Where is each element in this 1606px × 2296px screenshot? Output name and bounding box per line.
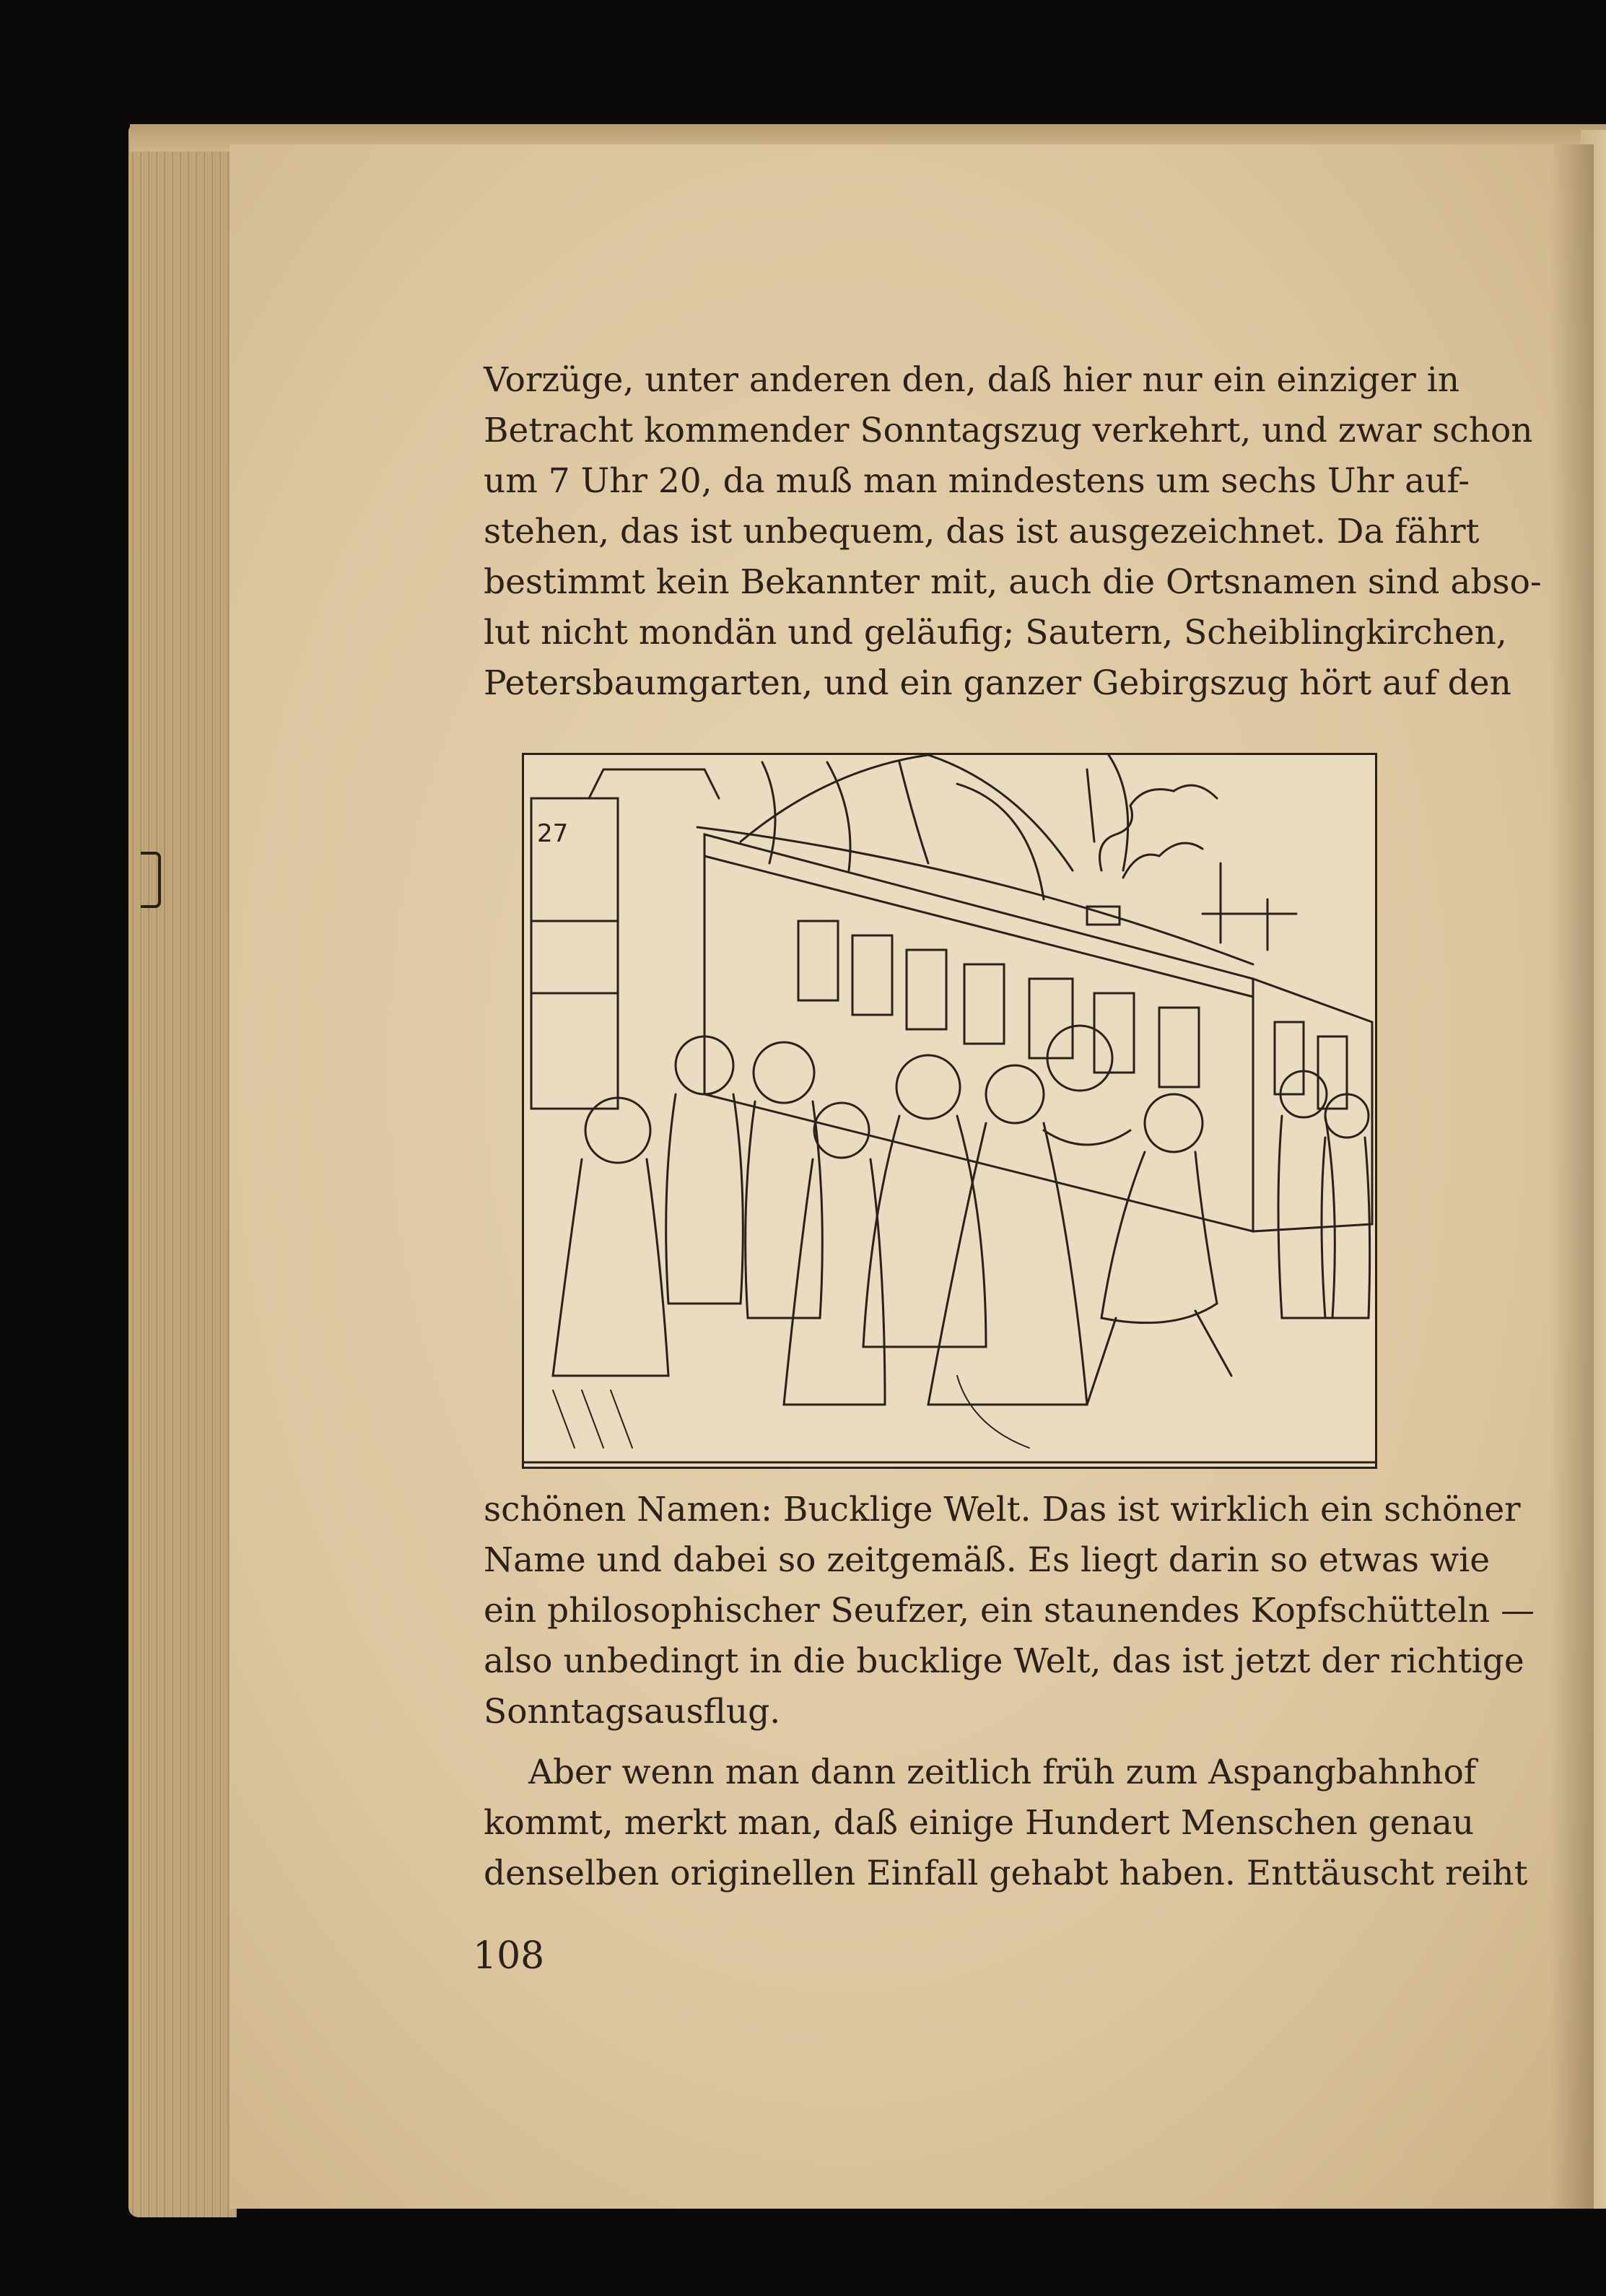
text-line: lut nicht mondän und geläufig; Sautern, Scheiblingkirchen, (484, 613, 1507, 652)
page-number: 108 (473, 1934, 545, 1978)
page-edge-bracket-mark (141, 852, 161, 908)
text-line: Name und dabei so zeitgemäß. Es liegt darin so etwas wie (484, 1540, 1491, 1580)
text-line: bestimmt kein Bekannter mit, auch die Ortsnamen sind abso- (484, 562, 1542, 602)
text-line: Betracht kommender Sonntagszug verkehrt, und zwar schon (484, 411, 1533, 450)
text-line: um 7 Uhr 20, da muß man mindestens um sechs Uhr auf- (484, 461, 1470, 501)
text-line: ein philosophischer Seufzer, ein staunendes Kopfschütteln — (484, 1591, 1535, 1631)
illustration-drawing (524, 755, 1375, 1467)
text-line: kommt, merkt man, daß einige Hundert Menschen genau (484, 1803, 1475, 1843)
train-station-illustration (522, 753, 1377, 1469)
text-line: also unbedingt in die bucklige Welt, das ist jetzt der richtige (484, 1641, 1524, 1681)
text-line: Vorzüge, unter anderen den, daß hier nur ein einziger in (484, 360, 1460, 400)
paragraph-top (484, 355, 1542, 709)
text-line: Sonntagsausflug. (484, 1692, 781, 1732)
text-line: Petersbaumgarten, und ein ganzer Gebirgszug hört auf den (484, 663, 1511, 703)
text-line: denselben originellen Einfall gehabt haben. Enttäuscht reiht (484, 1854, 1528, 1893)
text-line: Aber wenn man dann zeitlich früh zum Aspangbahnhof (528, 1752, 1477, 1792)
wagon-number-label: 27 (537, 819, 569, 848)
text-line: schönen Namen: Bucklige Welt. Das ist wirklich ein schöner (484, 1490, 1521, 1529)
book-fore-edge (128, 124, 237, 2217)
paragraph-bottom (484, 1485, 1535, 1899)
text-line: stehen, das ist unbequem, das ist ausgezeichnet. Da fährt (484, 512, 1480, 551)
